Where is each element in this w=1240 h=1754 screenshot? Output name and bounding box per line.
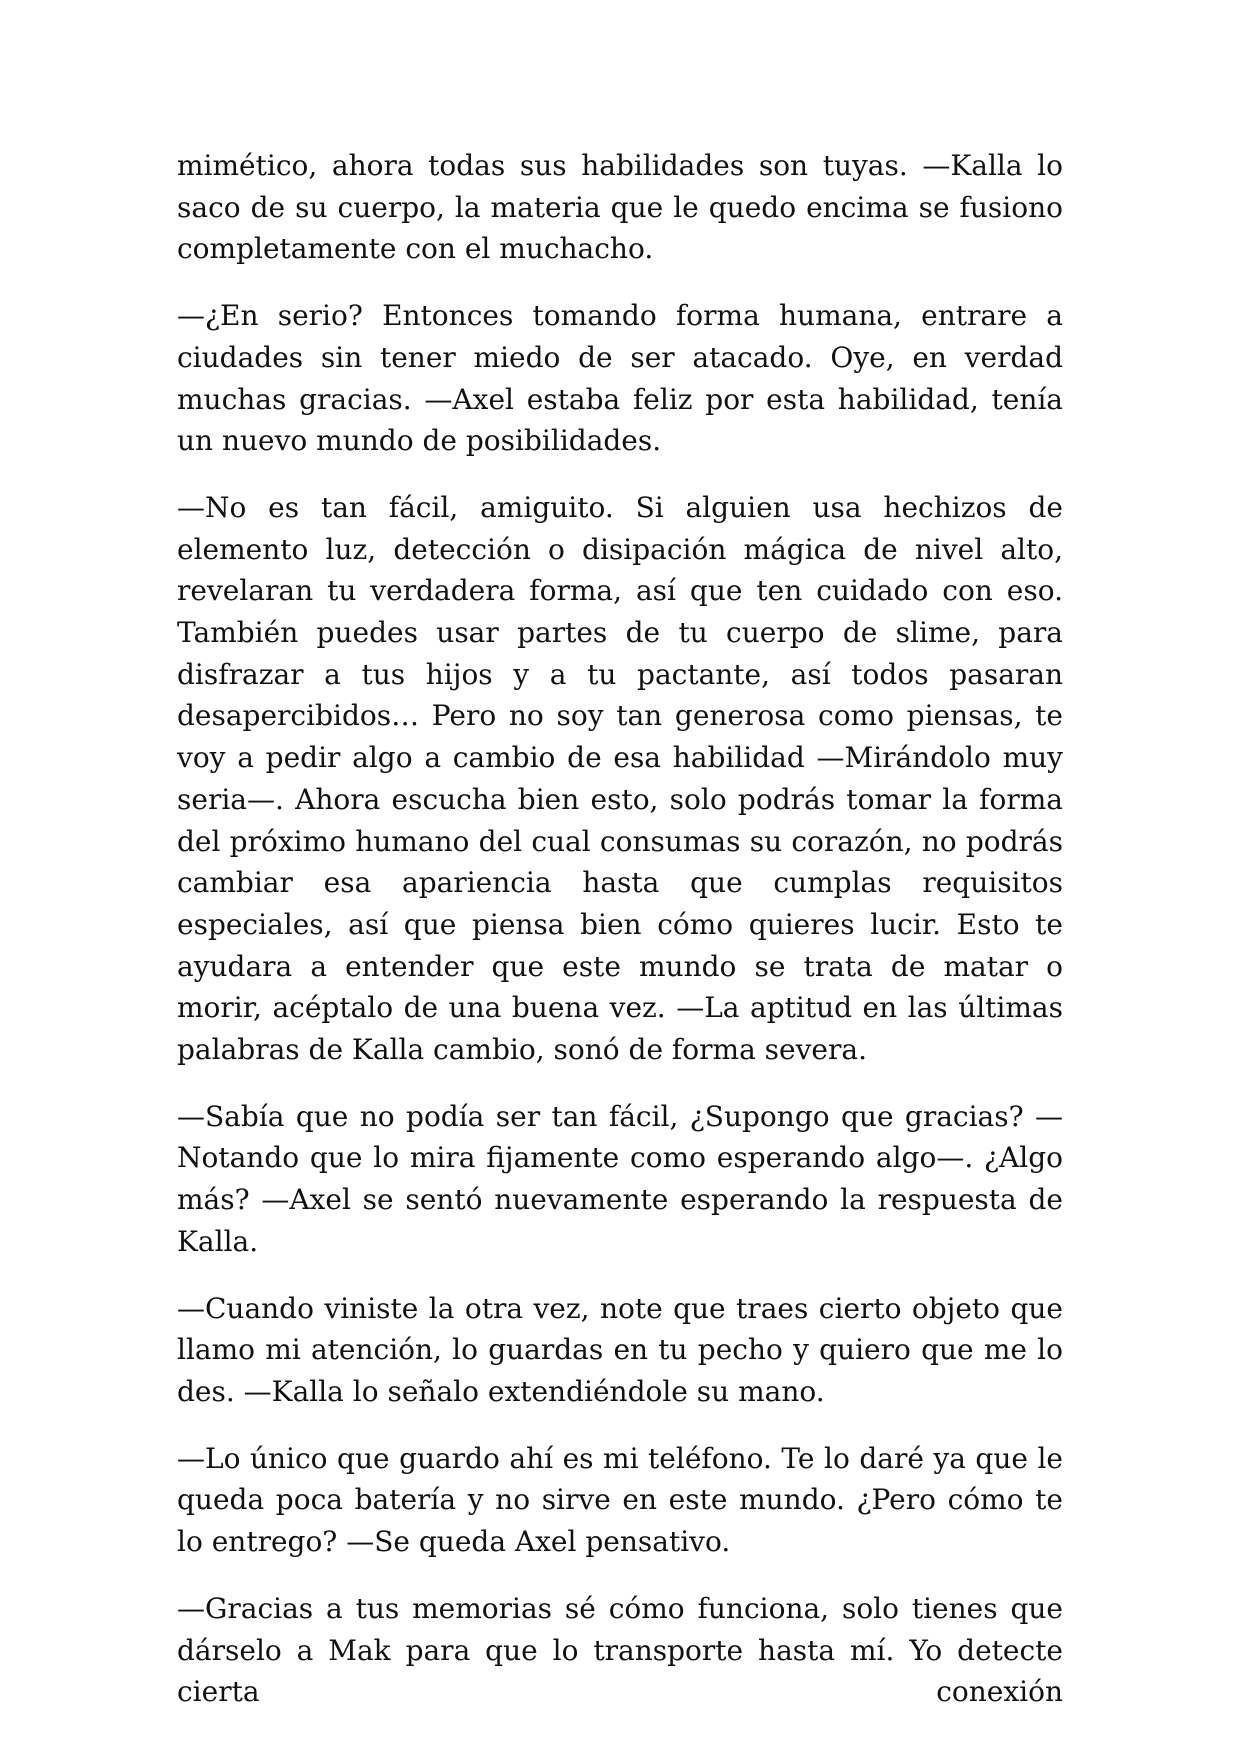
paragraph-7: —Gracias a tus memorias sé cómo funciona, solo tienes que dárselo a Mak para que lo transporte hasta mí. Yo detecte cierta conexión	[177, 1591, 1063, 1709]
paragraph-3: —No es tan fácil, amiguito. Si alguien usa hechizos de elemento luz, detección o disipación mágica de nivel alto, revelaran tu verdadera forma, así que ten cuidado con eso. También puedes usar partes de tu cuerpo de slime, para disfrazar a tus hijos y a tu pactante, así todos pasaran desapercibidos… Pero no soy tan generosa como piensas, te voy a pedir algo a cambio de esa habilidad —Mirándolo muy seria—. Ahora escucha bien esto, solo podrás tomar la forma del próximo humano del cual consumas su corazón, no podrás cambiar esa apariencia hasta que cumplas requisitos especiales, así que piensa bien cómo quieres lucir. Esto te ayudara a entender que este mundo se trata de matar o morir, acéptalo de una buena vez. —La aptitud en las últimas palabras de Kalla cambio, sonó de forma severa.	[177, 490, 1063, 1067]
paragraph-5: —Cuando viniste la otra vez, note que traes cierto objeto que llamo mi atención, lo guardas en tu pecho y quiero que me lo des. —Kalla lo señalo extendiéndole su mano.	[177, 1291, 1063, 1408]
paragraph-1: mimético, ahora todas sus habilidades son tuyas. —Kalla lo saco de su cuerpo, la materia que le quedo encima se fusiono completamente con el muchacho.	[177, 149, 1063, 266]
paragraph-6: —Lo único que guardo ahí es mi teléfono. Te lo daré ya que le queda poca batería y no sirve en este mundo. ¿Pero cómo te lo entrego? —Se queda Axel pensativo.	[177, 1441, 1063, 1559]
paragraph-2: —¿En serio? Entonces tomando forma humana, entrare a ciudades sin tener miedo de ser atacado. Oye, en verdad muchas gracias. —Axel estaba feliz por esta habilidad, tenía un nuevo mundo de posibilidades.	[177, 299, 1063, 458]
paragraph-4: —Sabía que no podía ser tan fácil, ¿Supongo que gracias? —Notando que lo mira fijamente como esperando algo—. ¿Algo más? —Axel se sentó nuevamente esperando la respuesta de Kalla.	[177, 1099, 1063, 1258]
body-text	[177, 145, 1063, 1713]
